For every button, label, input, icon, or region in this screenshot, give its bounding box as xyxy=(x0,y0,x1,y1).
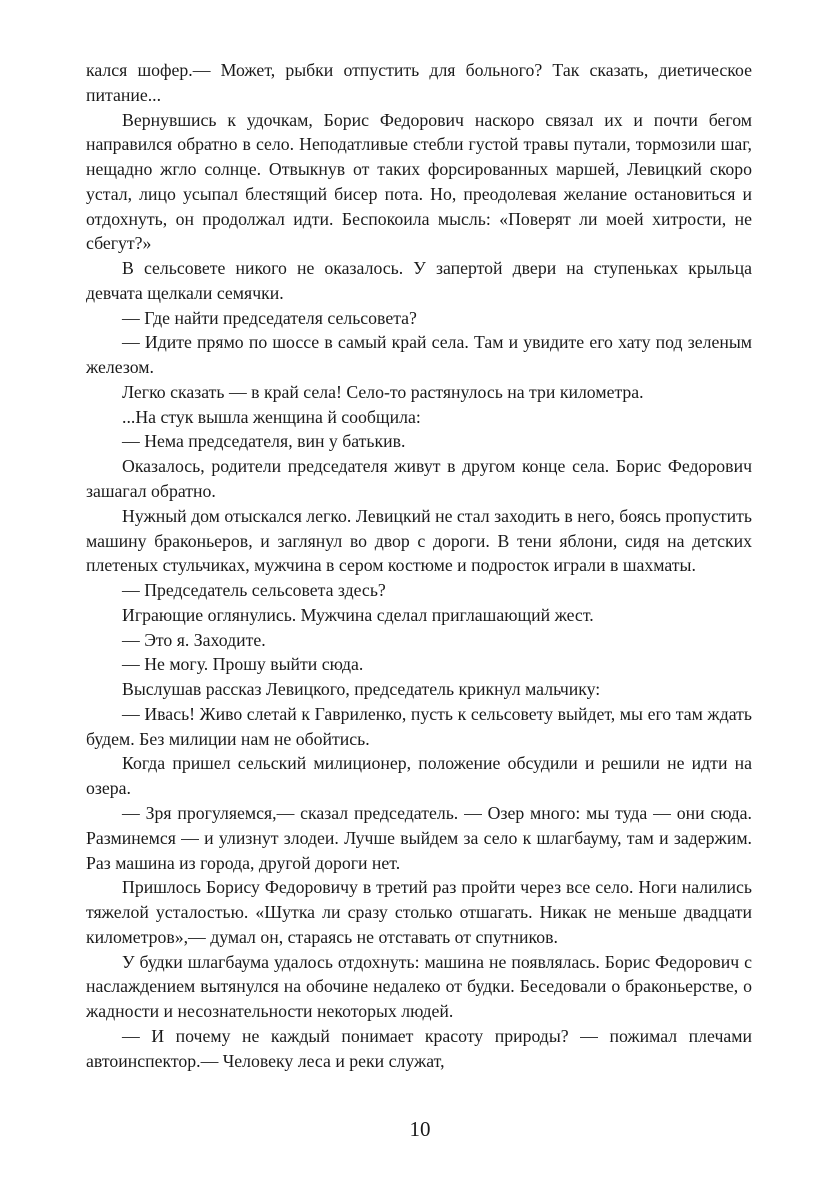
paragraph: — Это я. Заходите. xyxy=(122,629,266,650)
paragraph: Нужный дом отыскался легко. Левицкий не стал заходить в него, боясь пропустить машину браконьеров, и заглянул во двор с дороги. В тени яблони, сидя на детских плетеных стульчиках, мужчина в сером костюме и подросток играли в шахматы. xyxy=(86,505,752,576)
paragraph: Пришлось Борису Федоровичу в третий раз пройти через все село. Ноги налились тяжелой усталостью. «Шутка ли сразу столько отшагать. Никак не меньше двадцати километров»,— думал он, стараясь не отставать от спутников. xyxy=(86,877,752,947)
paragraph: Вернувшись к удочкам, Борис Федорович наскоро связал их и почти бегом направился обратно в село. Неподатливые стебли густой травы путали, тормозили шаг, нещадно жгло солнце. Отвыкнув от таких форсированных маршей, Левицкий скоро устал, лицо усыпал блестящий бисер пота. Но, преодолевая желание остановиться и отдохнуть, он продолжал идти. Беспокоила мысль: «Поверят ли моей хитрости, не сбегут?» xyxy=(86,109,752,254)
paragraph: ...На стук вышла женщина й сообщила: xyxy=(122,406,421,427)
paragraph: Когда пришел сельский милиционер, положение обсудили и решили не идти на озера. xyxy=(86,753,752,799)
page-number: 10 xyxy=(409,1117,431,1141)
paragraph: — Нема председателя, вин у батькив. xyxy=(122,431,406,452)
paragraph: У будки шлагбаума удалось отдохнуть: машина не появлялась. Борис Федорович с наслаждением вытянулся на обочине недалеко от будки. Беседовали о браконьерстве, о жадности и несознательности некоторых людей. xyxy=(86,951,752,1022)
paragraph: Оказалось, родители председателя живут в другом конце села. Борис Федорович зашагал обратно. xyxy=(86,456,752,502)
paragraph: — Где найти председателя сельсовета? xyxy=(122,307,417,328)
paragraph: — Не могу. Прошу выйти сюда. xyxy=(122,654,364,675)
paragraph: — Идите прямо по шоссе в самый край села. Там и увидите его хату под зеленым железом. xyxy=(86,332,752,378)
paragraph: — Председатель сельсовета здесь? xyxy=(122,580,386,601)
page-body-text xyxy=(86,58,752,1073)
paragraph: — Ивась! Живо слетай к Гавриленко, пусть к сельсовету выйдет, мы его там ждать будем. Без милиции нам не обойтись. xyxy=(86,703,752,749)
paragraph: Играющие оглянулись. Мужчина сделал приглашающий жест. xyxy=(122,604,594,625)
paragraph: Выслушав рассказ Левицкого, председатель крикнул мальчику: xyxy=(122,679,601,700)
paragraph: Легко сказать — в край села! Село-то растянулось на три километра. xyxy=(122,381,644,402)
paragraph: кался шофер.— Может, рыбки отпустить для больного? Так сказать, диетическое питание... xyxy=(86,60,752,105)
paragraph: В сельсовете никого не оказалось. У запертой двери на ступеньках крыльца девчата щелкали семячки. xyxy=(86,258,752,303)
paragraph: — Зря прогуляемся,— сказал председатель. — Озер много: мы туда — они сюда. Разминемся — и улизнут злодеи. Лучше выйдем за село к шлагбауму, там и задержим. Раз машина из города, другой дороги нет. xyxy=(86,802,752,873)
paragraph: — И почему не каждый понимает красоту природы? — пожимал плечами автоинспектор.— Человеку леса и реки служат, xyxy=(86,1025,752,1071)
